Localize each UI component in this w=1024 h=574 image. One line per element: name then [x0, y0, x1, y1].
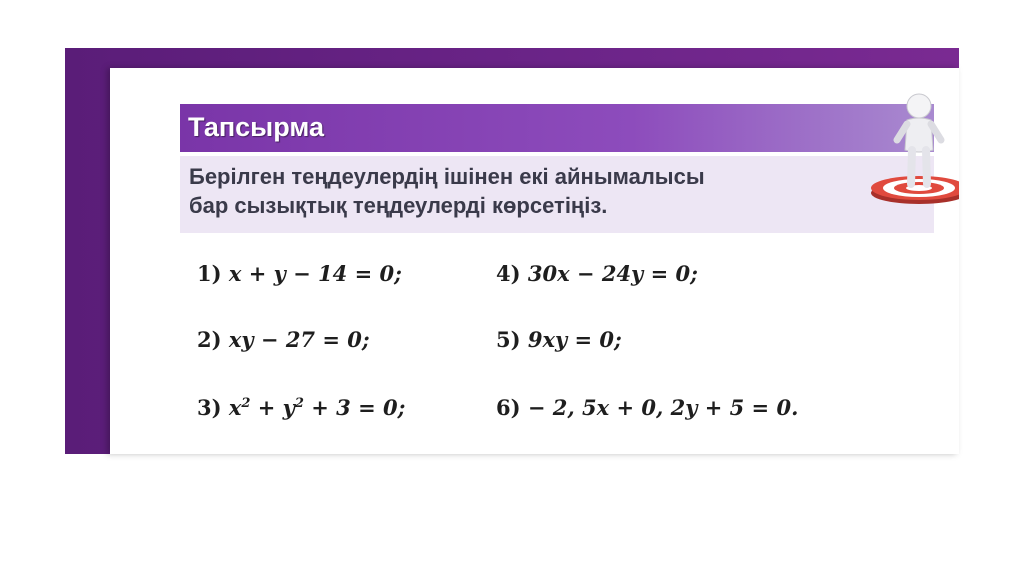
equation-expression: 9xy = 0; [527, 327, 622, 352]
instruction-line-1: Берілген теңдеулердің ішінен екі айнымалысы [189, 164, 705, 189]
title-bar [180, 104, 934, 152]
equation-expression: 30x − 24y = 0; [527, 261, 698, 286]
equation-expression: $x^2 + y^2 + 3 = 0$; [228, 395, 406, 420]
equation-expression: − 2, 5x + 0, 2y + 5 = 0. [527, 395, 799, 420]
equation-1 [197, 261, 402, 286]
equation-number: 1) [197, 261, 222, 286]
slide-title: Тапсырма [188, 112, 324, 142]
equation-number: 3) [197, 395, 222, 420]
equation-number: 5) [496, 327, 521, 352]
instruction-line-2: бар сызықтық теңдеулерді көрсетіңіз. [189, 193, 608, 218]
instruction-box [180, 156, 934, 233]
equation-number: 4) [496, 261, 521, 286]
equation-2 [197, 327, 370, 352]
equation-number: 2) [197, 327, 222, 352]
person-on-target-icon [859, 88, 959, 208]
equation-expression: x + y − 14 = 0; [228, 261, 402, 286]
equation-4 [496, 261, 698, 286]
equation-expression: xy − 27 = 0; [228, 327, 370, 352]
slide-frame [65, 48, 959, 454]
slide-page [110, 68, 959, 454]
equation-number: 6) [496, 395, 521, 420]
equation-6 [496, 395, 798, 420]
equation-3 [197, 395, 405, 420]
equation-5 [496, 327, 622, 352]
